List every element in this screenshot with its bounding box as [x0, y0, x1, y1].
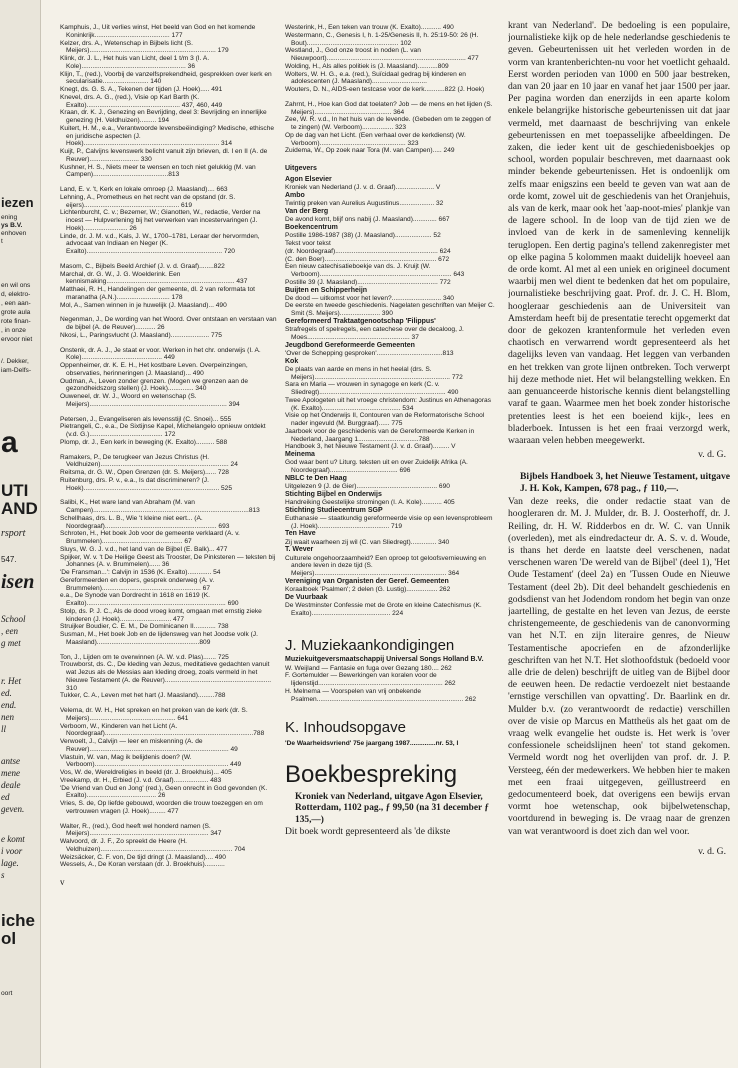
publisher-title-entry: Postille 39 (J. Maasland)............................................ 772 — [285, 278, 451, 286]
strip-fragment: deale — [1, 780, 21, 790]
publisher-title-entry: Handreiking Geestelijke stromingen (I. A. Kole)........... 405 — [285, 498, 455, 506]
index-entry: Wolding, H., Als alles politiek is (J. Maasland)...........809 — [285, 62, 449, 70]
section-k-title: K. Inhoudsopgave — [285, 719, 406, 737]
index-entry: Westerink, H., Een teken van trouw (K. Exalto)........... 490 — [285, 24, 454, 31]
publisher-name: Meinema — [285, 451, 315, 459]
review-2-signature: v. d. G. — [698, 845, 726, 857]
index-entry: Tukker, C. A., Leven met het hart (J. Maasland).........788 — [60, 692, 226, 700]
review-1-body — [508, 20, 730, 447]
strip-fragment: iche — [1, 912, 36, 929]
publisher-name: Stichting Bijbel en Onderwijs — [285, 490, 382, 498]
strip-fragment: g met — [1, 638, 21, 648]
index-entry: Ruitenburg, drs. P. v., e.a., Is dat discrimineren? (J. Hoek).......................................................................... 525 — [60, 476, 232, 492]
index-entry: Onstenk, dr. A. J., Je staat er voor. Werken in het chr. onderwijs (I. A. Kole)............................................ 449 — [60, 346, 261, 362]
strip-fragment: , in onze — [1, 327, 26, 334]
publisher-title-entry: De dood — uitkomst voor het leven?........................... 340 — [285, 294, 454, 302]
strip-fragment: AND — [1, 500, 38, 517]
publisher-name: Kok — [285, 357, 299, 365]
index-entry: Trouwborst, ds. C., De kleding van Jezus, meditatieve gedachten vanuit wat Jezus als de Messias aan kleding droeg, zoals vermeld in het Nieuwe Testament (A. de Reuver).......................................................... 310 — [60, 661, 272, 692]
strip-fragment: iezen — [1, 196, 34, 210]
publisher-title-entry: (C. den Boer)............................................................. 672 — [285, 255, 450, 263]
publisher-name: NBLC te Den Haag — [285, 474, 347, 482]
index-letter-group — [60, 24, 278, 179]
publisher-title-entry: Strafregels of spelregels, een catechese over de decaloog, J. Moes........................................................ 37 — [285, 326, 464, 341]
index-entry: Westermann, C., Genesis I, h. 1-25/Genesis II, h. 25:19-50: 26 (H. Bout).................................................. 102 — [285, 31, 479, 47]
index-entry: Susman, M., Het boek Job en de lijdensweg van het Joodse volk (J. Maasland)........................................................809 — [60, 631, 258, 646]
index-entry: Klink, dr. J. L., Het huis van Licht, deel 1 t/m 3 (I. A. Kole)......................................................... 36 — [60, 55, 210, 70]
strip-fragment: e komt — [1, 834, 25, 844]
strip-fragment: ol — [1, 930, 17, 947]
index-entry: Oudman, A., Leven zonder grenzen. (Mogen we grenzen aan de gezondheidszorg stellen) (J. Hoek).............. 340 — [60, 377, 249, 393]
index-entry: Schroten, H., Het boek Job voor de gemeente verklaard (A. v. Brummelen)............................................ 67 — [60, 530, 240, 545]
publisher-title-entry: (dr. Noordegraaf)........................................................ 624 — [285, 247, 451, 255]
index-entry: Klijn, T., (red.), Voorbij de vanzelfsprekendheid, gesprekken over kerk en secularisatie......................... 140 — [60, 70, 272, 86]
index-entry: e.a., De Synode van Dordrecht in 1618 en 1619 (K. Exalto)............................................................................ 690 — [60, 592, 239, 607]
index-entry: Wolters, W. H. G., e.a. (red.), Suïcidaal gedrag bij kinderen en adolescenten (J. Maasland).............................. — [285, 70, 466, 86]
section-k — [285, 719, 497, 748]
review-1-headline: Kroniek van Nederland, uitgave Agon Elsevier, Rotterdam, 1102 pag., ƒ 99,50 (na 31 december ƒ 135,—) — [295, 792, 490, 825]
index-entry: 'De Vriend van Oud en Jong' (red.), Geen onrecht in God gevonden (K. Exalto)...................................... 26 — [60, 784, 268, 800]
strip-fragment: ys B.V. — [1, 222, 23, 229]
index-entry: Sluys, W. G. J. v.d., het land van de Bijbel (E. Balk)... 477 — [60, 545, 228, 553]
index-letter-group — [60, 263, 278, 310]
section-j-title: J. Muziekaankondigingen — [285, 637, 455, 655]
publisher-title-entry: Kroniek van Nederland (J. v. d. Graaf)..................... V — [285, 184, 441, 192]
index-entry: Nkosi, L., Paringsvlucht (J. Maasland)..................... 775 — [60, 331, 222, 339]
section-k-item: 'De Waarheidsvriend' 75e jaargang 1987..............nr. 53, I — [285, 740, 459, 748]
strip-fragment: s — [1, 870, 5, 880]
index-entry: Kamphuis, J., Uit verlies winst, Het beeld van God en het komende Koninkrijk......................................... 177 — [60, 24, 256, 39]
index-entry: Ton, J., Lijden om te overwinnen (A. W. v.d. Plas)....... 725 — [60, 653, 229, 661]
publisher-title-entry: Handboek 3, het Nieuwe Testament (J. v. d. Graaf)......... V — [285, 443, 456, 451]
index-entry: Linde, dr. J. M. v.d., Kals, J. W., 1700–1781, Leraar der hervormden, advocaat van Indiaan en Neger (K. Exalto).......................................................................... 720 — [60, 232, 260, 255]
publisher-name: Ambo — [285, 192, 305, 200]
index-letter-group — [60, 823, 278, 870]
author-index-list-continued — [285, 24, 497, 155]
publisher-title-entry: De plaats van aarde en mens in het heelal (drs. S. Meijers).......................................................................... 772 — [285, 365, 463, 381]
index-entry: Zee, W. R. v.d., In het huis van de levende. (Gebeden om te zeggen of te zingen) (W. Verboom)................. 323 — [285, 116, 491, 131]
index-entry: Weizsäcker, C. F. von, De tijd dringt (J. Maasland).... 490 — [60, 853, 226, 861]
index-entry: Ramakers, P., De terugkeer van Jezus Christus (H. Veldhuizen)...................................................................... 24 — [60, 453, 238, 469]
strip-fragment: 547. — [1, 556, 17, 564]
strip-fragment: iam-Delfs- — [1, 367, 32, 374]
strip-fragment: ed. — [1, 688, 12, 698]
index-entry: Kushner, H. S., Niets meer te wensen en toch niet gelukkig (M. van Campen).........................................813 — [60, 163, 256, 179]
strip-fragment: end. — [1, 700, 17, 710]
publisher-title-entry: Jaarboek voor de geschiedenis van de Gereformeerde Kerken in Nederland, Jaargang 1.................................788 — [285, 427, 475, 443]
publisher-name: De Vuurbaak — [285, 593, 328, 601]
publishers-heading: Uitgevers — [285, 165, 317, 172]
index-entry: Kuitert, H. M., e.a., Verantwoorde levensbeëindiging? Medische, ethische en juridische aspecten (J. Hoek).......................................................................... 314 — [60, 124, 275, 148]
publisher-name: Agon Elsevier — [285, 176, 332, 184]
index-entry: Op de dag van het Licht. (Een verhaal over de kerkdienst) (W. Verboom)............................................... 323 — [285, 131, 466, 147]
index-entry: Petersen, J., Evangeliseren als levensstijl (C. Snoei)... 555 — [60, 415, 232, 423]
adjacent-page-strip — [0, 0, 41, 1068]
index-entry: Vlastuin, W. van, Mag ik belijdenis doen? (W. Verboom)......................................................................... 449 — [60, 753, 242, 769]
publisher-name: Boekencentrum — [285, 224, 338, 232]
publisher-title-entry: Sara en Maria — vrouwen in synagoge en kerk (C. v. Sliedregt)..................................................................... 490 — [285, 381, 459, 397]
publisher-title-entry: Postille 1986-1987 (38) (J. Maasland).................... 52 — [285, 232, 441, 240]
review-2-paragraph: Van deze reeks, die onder redactie staat van de hoogleraren dr. M. J. Mulder, dr. B. J. Oosterhoff, dr. J. Reiling, dr. H. W. Ridderbos en dr. W. C. van Unnik (overleden), met als eindredacteur dr. A. S. v. d. Woude, is thans het derde en laatste deel verschenen, nadat verschenen waren 'De wereld van de Bijbel' (deel 1), 'Het Oude Testament' (deel 2a) en 'Tussen Oude en Nieuwe Testament (deel 2b). Dit deel behandelt geschiedenis en godsdienst van het Jodendom rondom het begin van onze jaartelling, de gestalte en het leven van Jezus, de eerste christengemeente, de geschiedenis van de canonvorming van het N.T. en zijn literaire genres, de Nieuw Testamentische apocriefen en de afzonderlijke geschriften van het N.T. Het slothoofdstuk (bedoeld voor alle drie de delen) beschrijft de uitleg van de Bijbel door de eeuwen heen. De redactie verdoezelt niet bestaande 'ernstige verschillen van opvatting'. Dr. Baarlink en dr. Mulder b.v. (zo verantwoordt de redactie) verschillen over de visie op Marcus en Mattheüs als het gaat om de vraag welk evangelie het oudste is. Het werk is 'over confessionele scheidslijnen heen' tot stand gekomen. Vermeld wordt nog het overlijden van prof. dr. J. P. Versteeg, één der medewerkers. We hebben hier te maken met een fraai uitgegeven, geïllustreerd en gedocumenteerd boek, dat overigens een bewijs ervan vormt hoe wetenschap, ook bijbelwetenschap, voortdurend in beweging is. De vraag naar de grenzen van wat verantwoord is doet zich dan wel voor. — [508, 496, 730, 837]
publisher-name: T. Wever — [285, 546, 314, 554]
publisher-title-entry: De eerste en tweede geschiedenis. Nagelaten geschriften van Meijer C. Smit (S. Meijers)...................... 390 — [285, 302, 495, 318]
strip-fragment: lage. — [1, 858, 19, 868]
strip-fragment: , een — [1, 626, 18, 636]
publisher-title-entry: Twintig preken van Aurelius Augustinus................... 32 — [285, 200, 444, 208]
music-announcement-entry: F. Gortemulder — Bewerkingen van koralen voor de lijdenstijd.................................................................... 262 — [285, 672, 456, 688]
section-j — [285, 637, 497, 703]
index-letter-group — [60, 454, 278, 493]
index-letter-group — [60, 316, 278, 339]
strip-fragment: mene — [1, 768, 20, 778]
index-letter-group — [60, 347, 278, 409]
review-1-paragraph: krant van Nederland'. De bedoeling is een populaire, journalistieke kijk op de hele nederlandse geschiedenis te geven. Gebeurtenissen uit het verleden worden in de vorm van krantenberichten-nu voor het voetlicht gehaald. Eerst worden perioden van 1000 en 500 jaar bestreken, dan van 20 jaar en 10 jaar en vanaf het jaar 1500 per jaar. Per pagina worden dan enerzijds in een aparte kolom enkele belangrijke historische gebeurtenissen uit dat jaar vermeld, met daarnaast de beschrijving van enkele gebeurtenissen en met toepasselijke afbeeldingen. De zaken, die ieder kent uit de geschiedenisboekjes op school, worden populair beschreven, met daarnaast ook minder bekende gebeurtenissen. Het is ondoenlijk om zelfs maar enigszins een beeld te geven van wat aan de orde komt, zowel uit de geschiedenis van het Oranjehuis, als van de kerk, maar ook het 'aap-noot-mies' plankje van de lagere school. In de loop van de tijd zien we de invloed van de kerk in de samenleving kennelijk teruglopen. Een dertig pagina's tellend zakenregister met op elke pagina 5 kolommen maakt duidelijk hoeveel aan de orde komt. Al met al een uniek en origineel document waarbij men wel dient te bedenken dat het om populaire, journalistieke beschrijving gaat. Prof. dr. J. C. H. Blom, hoogleraar geschiedenis aan de Universiteit van Amsterdam heeft bij de presentatie terecht opgemerkt dat door de gekozen krantenformule het verleden even chaotisch en verwarrend wordt gepresenteerd als het dagelijks leven van vandaag. Het leggen van verbanden en het trekken van grote lijnen ontbreken. Toch verwerpt hij deze methode niet. Het wil belangstelling wekken. En aan genuanceerde historische kennis dient belangstelling varaf te gaan. Waarmee men het boek zonder historische pretenties leest is het een boeiend kijk-, lees en bladerboek. Intussen is het een fraai verzorgd werk, waaraan velen hebben meegewerkt. — [508, 20, 730, 446]
index-entry: Kelzer, drs. A., Wetenschap in Bijbels licht (S. Meijers)..................................................................... 179 — [60, 39, 229, 55]
index-entry: Velema, dr. W. H., Het spreken en het preken van de kerk (dr. S. Meijers)............................................... 641 — [60, 707, 248, 722]
publisher-title-entry: De avond komt, blijf ons nabij (J. Maasland)............. 667 — [285, 216, 450, 224]
publisher-title-entry: Visie op het Onderwijs II, Contouren van de Reformatorische School nader ingevuld (M. Burggraaf)...... 775 — [285, 412, 485, 428]
strip-fragment: School — [1, 614, 26, 624]
index-entry: Vries, S. de, Op liefde gebouwd, woorden die trouw toezeggen en om vertrouwen vragen (J. Hoek)......... 477 — [60, 800, 263, 815]
strip-fragment: isen — [1, 572, 35, 592]
index-letter-group — [60, 499, 278, 646]
strip-fragment: rsport — [1, 530, 26, 538]
strip-fragment: oort — [1, 990, 13, 997]
index-entry: Oppenheimer, dr. K. E. H., Het kostbare Leven. Overpeinzingen, observaties, herinneringen (J. Maasland)... 490 — [60, 362, 248, 377]
index-entry: Kuijt, P., Calvijns levenswerk belicht vanuit zijn brieven, dl. I en II (A. de Reuver)........................... 330 — [60, 148, 268, 163]
publisher-name: Buijten en Schipperheijn — [285, 286, 368, 294]
review-column — [508, 20, 730, 1064]
index-entry: Mol, A., Samen winnen in je huwelijk (J. Maasland)... 490 — [60, 301, 227, 309]
publisher-title-entry: God waar bent u? Liturg. teksten uit en over Zuidelijk Afrika (A. Noordegraaf)..................................... 696 — [285, 459, 468, 475]
review-1-lead: Dit boek wordt gepresenteerd als 'de dikste — [285, 825, 451, 837]
index-entry: Ouweneel, dr. W. J., Woord en wetenschap (S. Meijers)........................................................................... 394 — [60, 393, 240, 408]
strip-fragment: a — [1, 428, 18, 458]
music-announcement-entry: W. Weijland — Fantasie en fuga over Gezang 180.... 262 — [285, 664, 452, 672]
index-letter-group — [60, 186, 278, 256]
index-entry: Wouters, D. N., AIDS-een testcase voor de kerk...........822 (J. Hoek) — [285, 86, 485, 93]
index-entry: Reitsma, dr. G. W., Open Grenzen (dr. S. Meijers)...... 728 — [60, 469, 229, 476]
index-column-2 — [285, 24, 497, 1064]
index-entry: Lichtenburcht, C. v.; Bezemer, W.; Gianotten, W., redactie, Verder na incest — Hulpverlening bij het verwerken van incestervaringen (J. Hoek)........................ 26 — [60, 209, 261, 232]
strip-fragment: ed — [1, 792, 10, 802]
publisher-name: Jeugdbond Gereformeerde Gemeenten — [285, 341, 415, 349]
music-announcement-entry: H. Melnema — Voorspelen van vrij onbekende Psalmen................................................................................ 262 — [285, 687, 477, 703]
index-entry: Knegt, ds. G. S. A., Tekenen der tijden (J. Hoek)..... 491 — [60, 86, 223, 93]
strip-fragment: UTI — [1, 482, 29, 499]
publisher-name: Vereniging van Organisten der Geref. Gemeenten — [285, 577, 449, 585]
strip-fragment: i voor — [1, 846, 23, 856]
index-entry: Negenman, J., De wording van het Woord. Over ontstaan en verstaan van de bijbel (A. de Reuver)........... 26 — [60, 316, 277, 331]
index-entry: 'De Fransman...': Calvijn in 1536 (K. Exalto)............. 54 — [60, 569, 221, 576]
publisher-name: Van der Berg — [285, 208, 329, 216]
strip-fragment: geven. — [1, 804, 25, 814]
publishers-list — [285, 176, 497, 617]
publisher-title-entry: Tekst voor tekst — [285, 240, 331, 248]
review-2-headline: Bijbels Handboek 3, het Nieuwe Testament, uitgave J. H. Kok, Kampen, 678 pag., ƒ 110,—. — [520, 471, 730, 494]
publisher-title-entry: Twee Apologeten uit het vroege christendom: Justinus en Athenagoras (K. Exalto)........................................... 534 — [285, 396, 492, 412]
index-entry: Zuidema, W., Op zoek naar Tora (M. van Campen)..... 249 — [285, 147, 455, 155]
publisher-title-entry: Een nieuw catechisatieboekje van ds. J. Kruijt (W. Verboom)........................................................................ 643 — [285, 263, 465, 279]
publisher-title-entry: Euthanasie — staatkundig gereformeerde visie op een levensprobleem (J. Hoek)....................................... 719 — [285, 514, 493, 530]
page-numeral: v — [60, 877, 65, 887]
index-entry: Stolp, ds. P. J. C., Als de dood vroeg komt, omgaan met ernstig zieke kinderen (J. Hoek)............................ 477 — [60, 607, 262, 623]
strip-fragment: enhoven — [1, 230, 27, 237]
publisher-name: Ten Have — [285, 530, 316, 538]
index-entry: Masom, C., Bijbels Beeld Archief (J. v. d. Graaf)........822 — [60, 262, 225, 270]
index-entry: Vos, W. de, Wereldreligies in beeld (dr. J. Broekhuis)... 405 — [60, 769, 232, 776]
boekbespreking-title: Boekbespreking — [285, 761, 458, 789]
index-entry: Zahrnt, H., Hoe kan God dat toelaten? Job — de mens en het lijden (S. Meijers).......................................... 364 — [285, 100, 493, 116]
strip-fragment: t — [1, 238, 3, 245]
boekbespreking-section — [285, 762, 497, 838]
strip-fragment: grote aula — [1, 309, 31, 316]
index-entry: Pietrangeli, C., e.a., De Sixtijnse Kapel, Michelangelo opnieuw ontdekt (v.d. G.)........................................ 172 — [60, 423, 266, 438]
author-index-list — [60, 24, 278, 869]
index-entry: Knevel, drs. A. G., (red.), Visie op Karl Barth (K. Exalto)................................................... 437, 460, 449 — [60, 93, 223, 109]
strip-fragment: en wil ons — [1, 282, 31, 289]
strip-fragment: r. Het — [1, 676, 21, 686]
publisher-title-entry: Culturele ongehoorzaamheid? Een oproep tot geloofsvernieuwing en andere leven in deze tijd (S. Meijers)........................................................................ 364 — [285, 554, 486, 578]
index-entry: Plomp, dr. J., Een kerk in beweging (K. Exalto).......... 588 — [60, 438, 228, 446]
strip-fragment: , een aan- — [1, 300, 31, 307]
strip-fragment: antse — [1, 756, 20, 766]
index-entry: Walvoord, dr. J. F., Zo spreekt de Heere (H. Veldhuizen)........................................................................ 704 — [60, 838, 246, 853]
index-entry: Verboom, W., Kinderen van het Licht (A. Noordegraaf).................................................................................788 — [60, 722, 265, 738]
index-entry: Gereformeerden en dopers, gesprek onderweg (A. v. Brummelen)...................................................... 67 — [60, 576, 215, 592]
index-letter-group — [60, 654, 278, 701]
index-entry: Spijker, W. v. 't De Heilige Geest als Trooster, De Pinksteren — teksten bij Johannes (A. v. Brummelen)...... 36 — [60, 553, 276, 569]
strip-fragment: /. Dekker, — [1, 358, 29, 365]
publisher-title-entry: Uitgelezen 9 (J. de Gier)............................................ 690 — [285, 482, 450, 490]
index-entry: Matthaei, R. H., Handelingen der gemeente, dl. 2 van reformata tot maranatha (A.N.)............................. 178 — [60, 286, 255, 301]
index-letter-group — [60, 707, 278, 816]
strip-fragment: d, elektro- — [1, 291, 31, 298]
index-entry: Vreekamp, dr. H., Erbied (J. v.d. Graaf)................... 483 — [60, 776, 222, 784]
strip-fragment: rote finan- — [1, 318, 31, 325]
index-entry: Lehning, A., Prometheus en het recht van de opstand (dr. S. eijers).................................................... 619 — [60, 193, 236, 209]
index-entry: Struijker Boudier, C. E. M., De Dominicanen II............ 738 — [60, 623, 229, 631]
publisher-title-entry: Koraalboek 'Psalmen'; 2 delen (G. Lustig)................. 262 — [285, 586, 451, 593]
index-entry: Kraan, dr. K. J., Genezing en Bevrijding, deel 3: Bevrijding en innerlijke genezing (H. Veldhuizen)......... 194 — [60, 109, 267, 124]
index-entry: Salibi, K., Het ware land van Abraham (M. van Campen).....................................................................................813 — [60, 499, 260, 514]
index-entry: Wessels, A., De Koran verstaan (dr. J. Broekhuis)........... — [60, 861, 225, 869]
publisher-title-entry: Zij waait waarheen zij wil (C. van Sliedregt).............. 340 — [285, 538, 450, 546]
index-column-1 — [60, 24, 278, 1064]
index-entry: Land, E. v. 't, Kerk en lokale omroep (J. Maasland).... 663 — [60, 186, 228, 193]
review-1-signature: v. d. G. — [698, 449, 726, 461]
publisher-title-entry: 'Over de Schepping gesproken'....................................813 — [285, 349, 454, 357]
review-2-body — [508, 496, 730, 838]
index-entry: Walter, R., (red.), God heeft wel honderd namen (S. Meijers)................................................................. 347 — [60, 822, 222, 838]
strip-fragment: ening — [1, 214, 18, 221]
index-entry: Schellhaas, drs. L. B., Wie 't kleine niet eert... (A. Noordegraaf)............................................................. 693 — [60, 514, 230, 530]
strip-fragment: ll — [1, 724, 7, 734]
publisher-name: Stichting Studiecentrum SGP — [285, 506, 383, 514]
publisher-title-entry: De Westminster Confessie met de Grote en kleine Catechismus (K. Exalto)........................................... 224 — [285, 601, 482, 617]
publisher-name: Gereformeerd Traktaatgenootschap 'Filippus' — [285, 317, 436, 325]
strip-fragment: ervoor niet — [1, 336, 33, 343]
strip-fragment: nen — [1, 712, 14, 722]
index-entry: Westland, J., God onze troost in noden (L. van Nieuwpoort)............................................................................ 477 — [285, 47, 479, 62]
section-j-items — [285, 665, 497, 704]
index-entry: Verwoelt, J., Calvijn — leer en miskenning (A. de Reuver)............................................................................ 49 — [60, 738, 238, 753]
index-entry: Marchal, dr. G. W., J. G. Woelderink. Een kennismaking...................................................................... 437 — [60, 270, 248, 286]
index-letter-group — [60, 416, 278, 447]
section-j-publisher: Muziekuitgeversmaatschappij Universal Songs Holland B.V. — [285, 656, 484, 664]
